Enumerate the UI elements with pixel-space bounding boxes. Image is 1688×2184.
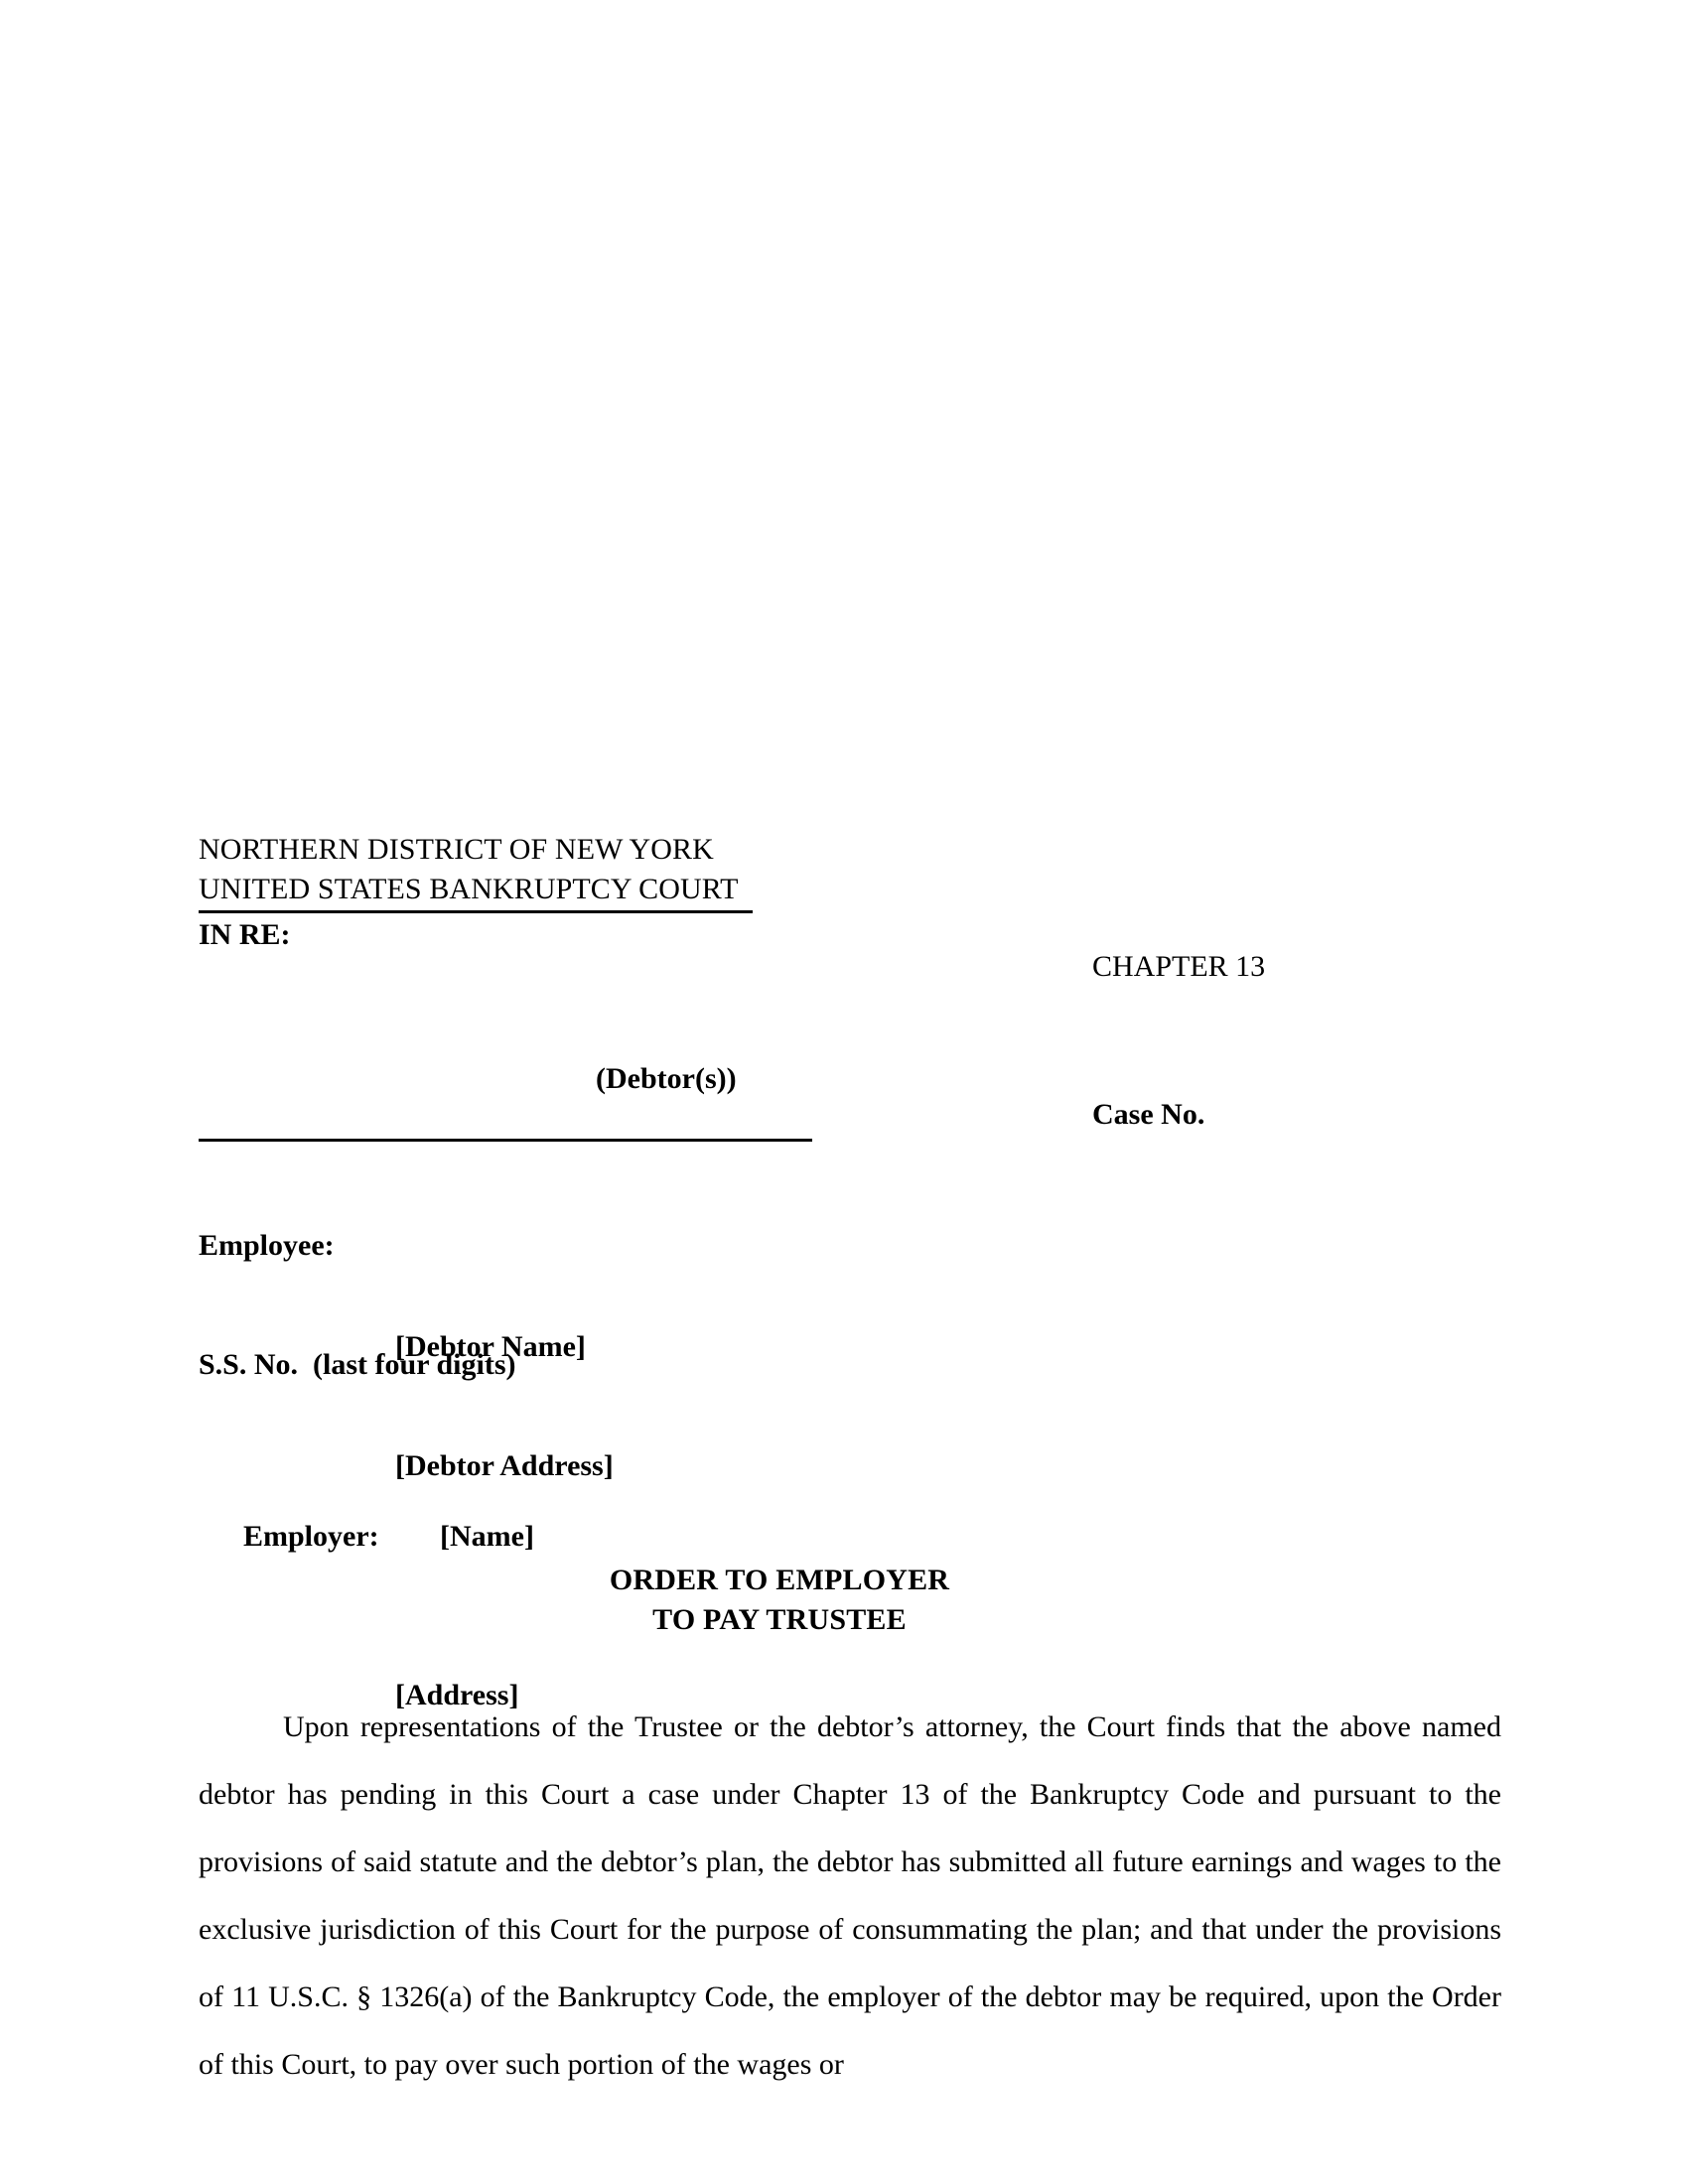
debtor-name-field[interactable]: [Debtor Name] (395, 1330, 586, 1363)
debtors-label: (Debtor(s)) (596, 1062, 737, 1095)
document-title-line-2: TO PAY TRUSTEE (652, 1603, 907, 1636)
chapter-label: CHAPTER 13 (1092, 950, 1266, 983)
district-line: NORTHERN DISTRICT OF NEW YORK (199, 833, 714, 866)
employer-address-field[interactable]: [Address] (395, 1679, 519, 1711)
court-caption-block (199, 830, 1499, 955)
case-number-label: Case No. (1092, 1098, 1205, 1131)
body-paragraph: Upon representations of the Trustee or the debtor’s attorney, the Court finds that the above named debtor has pending in this Court a case under Chapter 13 of the Bankruptcy Code and pursuant to the provisions of said statute and the debtor’s plan, the debtor has submitted all future earnings and wages to the exclusive jurisdiction of this Court for the purpose of consummating the plan; and that under the provisions of 11 U.S.C. § 1326(a) of the Bankruptcy Code, the employer of the debtor may be required, upon the Order of this Court, to pay over such portion of the wages or (199, 1710, 1501, 2081)
in-re-label: IN RE: (199, 918, 291, 951)
document-title-line-1: ORDER TO EMPLOYER (609, 1564, 950, 1596)
document-title (199, 1561, 1360, 1640)
employee-label: Employee: (199, 1229, 335, 1262)
caption-divider-rule (199, 1139, 812, 1142)
court-name-line: UNITED STATES BANKRUPTCY COURT (199, 870, 753, 913)
ssn-label: S.S. No. (last four digits) (199, 1348, 516, 1381)
debtor-address-field[interactable]: [Debtor Address] (395, 1449, 614, 1482)
employer-label: Employer: (243, 1520, 379, 1553)
employer-name-field[interactable]: [Name] (440, 1520, 534, 1553)
